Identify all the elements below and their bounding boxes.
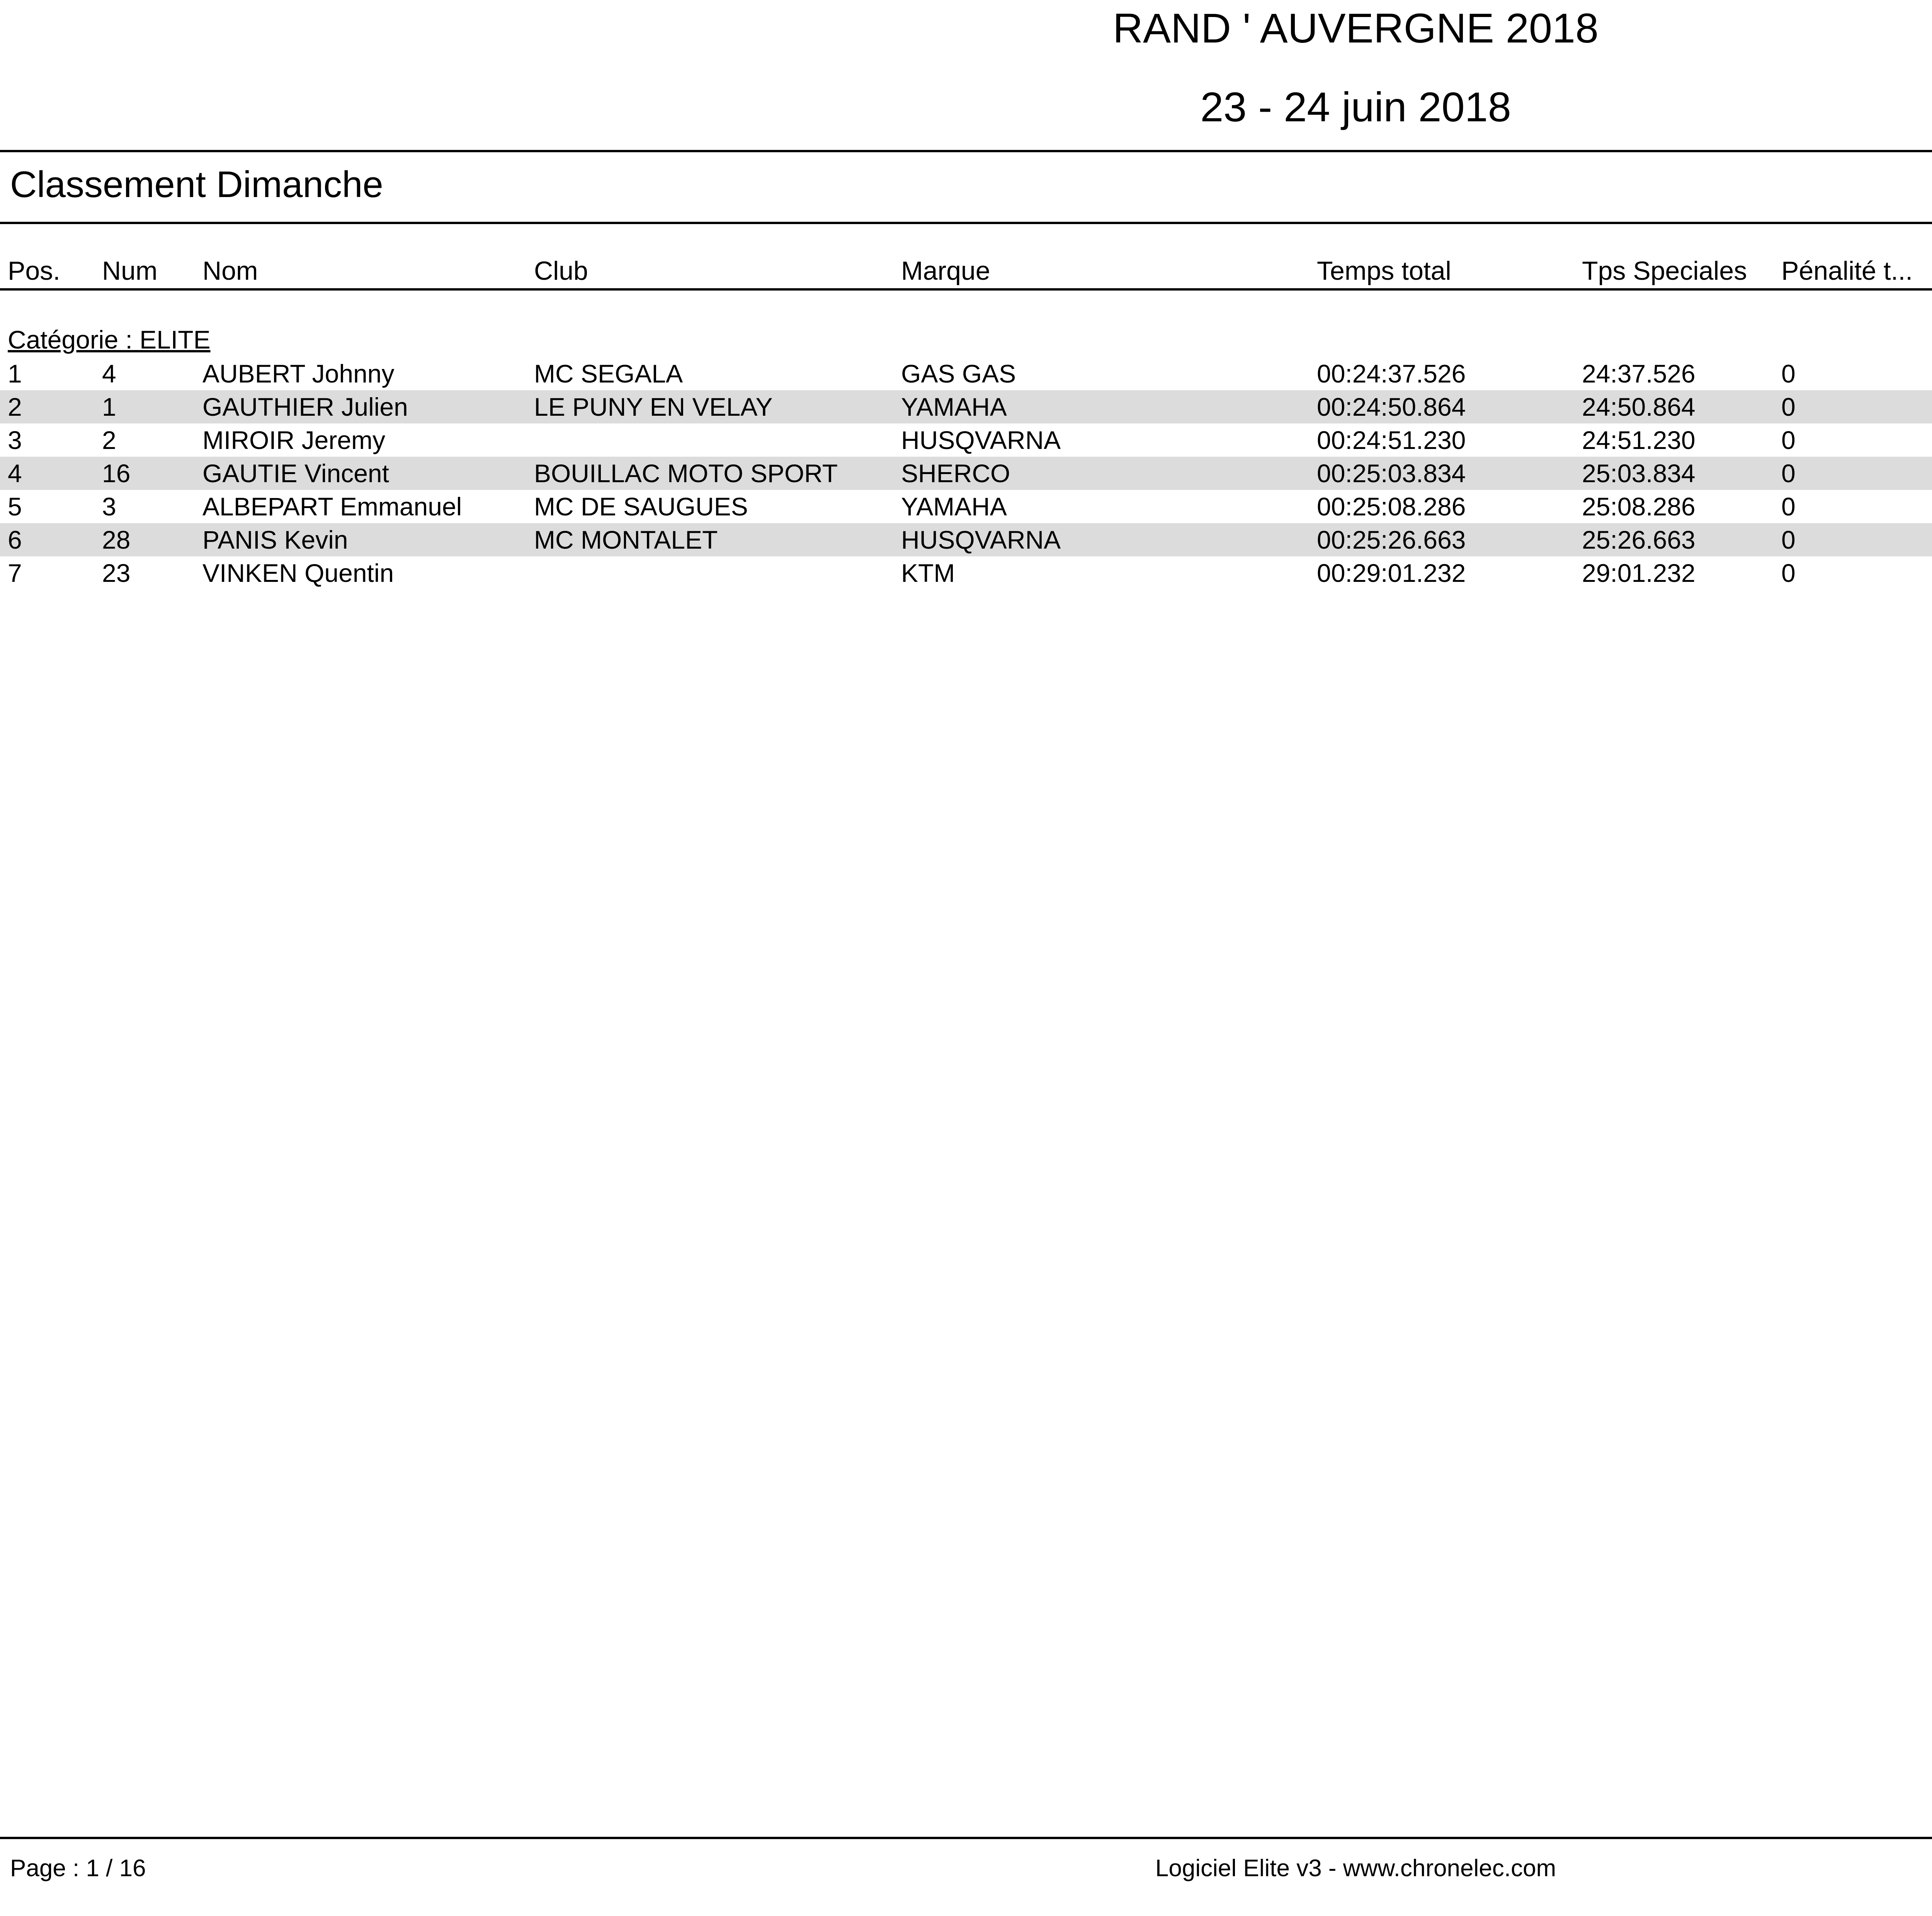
page-number: Page : 1 / 16 bbox=[10, 1855, 146, 1882]
cell-marque: HUSQVARNA bbox=[901, 525, 1061, 554]
cell-marque: YAMAHA bbox=[901, 492, 1007, 521]
cell-nom: VINKEN Quentin bbox=[202, 559, 394, 587]
cell-pos: 2 bbox=[8, 393, 22, 421]
results-table bbox=[0, 357, 1932, 589]
cell-pos: 5 bbox=[8, 492, 22, 521]
cell-tps-speciales: 25:03.834 bbox=[1582, 459, 1696, 488]
cell-temps-total: 00:25:08.286 bbox=[1317, 492, 1466, 521]
column-header-temps: Temps total bbox=[1317, 256, 1451, 286]
cell-tps-speciales: 25:26.663 bbox=[1582, 525, 1696, 554]
cell-marque: SHERCO bbox=[901, 459, 1010, 488]
column-header-num: Num bbox=[102, 256, 158, 286]
cell-num: 16 bbox=[102, 459, 131, 488]
column-header-club: Club bbox=[534, 256, 588, 286]
cell-nom: GAUTHIER Julien bbox=[202, 393, 408, 421]
divider-header bbox=[0, 288, 1932, 291]
cell-tps-speciales: 25:08.286 bbox=[1582, 492, 1696, 521]
table-header bbox=[0, 254, 1932, 287]
table-row bbox=[0, 457, 1932, 490]
column-header-penalite: Pénalité t... bbox=[1781, 256, 1913, 286]
column-header-marque: Marque bbox=[901, 256, 990, 286]
table-row bbox=[0, 490, 1932, 523]
cell-marque: GAS GAS bbox=[901, 359, 1016, 388]
cell-penalite: 0 bbox=[1781, 393, 1796, 421]
cell-temps-total: 00:24:37.526 bbox=[1317, 359, 1466, 388]
cell-pos: 6 bbox=[8, 525, 22, 554]
table-row bbox=[0, 390, 1932, 423]
cell-tps-speciales: 29:01.232 bbox=[1582, 559, 1696, 587]
cell-penalite: 0 bbox=[1781, 359, 1796, 388]
report-title: RAND ' AUVERGNE 2018 bbox=[1112, 5, 1599, 51]
software-credit: Logiciel Elite v3 - www.chronelec.com bbox=[1155, 1855, 1556, 1882]
cell-penalite: 0 bbox=[1781, 559, 1796, 587]
cell-num: 1 bbox=[102, 393, 116, 421]
column-header-pos: Pos. bbox=[8, 256, 61, 286]
table-row bbox=[0, 523, 1932, 556]
cell-marque: KTM bbox=[901, 559, 955, 587]
cell-num: 4 bbox=[102, 359, 116, 388]
cell-pos: 4 bbox=[8, 459, 22, 488]
divider-top bbox=[0, 150, 1932, 152]
cell-pos: 1 bbox=[8, 359, 22, 388]
cell-temps-total: 00:25:26.663 bbox=[1317, 525, 1466, 554]
cell-temps-total: 00:25:03.834 bbox=[1317, 459, 1466, 488]
cell-nom: AUBERT Johnny bbox=[202, 359, 395, 388]
cell-marque: YAMAHA bbox=[901, 393, 1007, 421]
cell-pos: 3 bbox=[8, 426, 22, 454]
cell-tps-speciales: 24:50.864 bbox=[1582, 393, 1696, 421]
cell-club: MC DE SAUGUES bbox=[534, 492, 748, 521]
cell-marque: HUSQVARNA bbox=[901, 426, 1061, 454]
cell-penalite: 0 bbox=[1781, 525, 1796, 554]
cell-num: 23 bbox=[102, 559, 131, 587]
cell-tps-speciales: 24:51.230 bbox=[1582, 426, 1696, 454]
cell-temps-total: 00:29:01.232 bbox=[1317, 559, 1466, 587]
cell-nom: MIROIR Jeremy bbox=[202, 426, 386, 454]
cell-nom: ALBEPART Emmanuel bbox=[202, 492, 462, 521]
cell-tps-speciales: 24:37.526 bbox=[1582, 359, 1696, 388]
cell-club: MC MONTALET bbox=[534, 525, 718, 554]
cell-penalite: 0 bbox=[1781, 459, 1796, 488]
cell-penalite: 0 bbox=[1781, 492, 1796, 521]
table-row bbox=[0, 357, 1932, 390]
cell-nom: PANIS Kevin bbox=[202, 525, 348, 554]
category-label: Catégorie : ELITE bbox=[8, 325, 211, 354]
table-row bbox=[0, 423, 1932, 457]
cell-temps-total: 00:24:51.230 bbox=[1317, 426, 1466, 454]
divider-section bbox=[0, 222, 1932, 224]
cell-num: 28 bbox=[102, 525, 131, 554]
cell-club: BOUILLAC MOTO SPORT bbox=[534, 459, 838, 488]
cell-num: 2 bbox=[102, 426, 116, 454]
column-header-tps: Tps Speciales bbox=[1582, 256, 1747, 286]
cell-club: MC SEGALA bbox=[534, 359, 683, 388]
cell-club: LE PUNY EN VELAY bbox=[534, 393, 773, 421]
cell-nom: GAUTIE Vincent bbox=[202, 459, 389, 488]
cell-num: 3 bbox=[102, 492, 116, 521]
divider-footer bbox=[0, 1837, 1932, 1839]
cell-penalite: 0 bbox=[1781, 426, 1796, 454]
section-title: Classement Dimanche bbox=[10, 164, 383, 205]
report-date: 23 - 24 juin 2018 bbox=[1200, 83, 1511, 130]
column-header-nom: Nom bbox=[202, 256, 258, 286]
table-row bbox=[0, 556, 1932, 590]
cell-pos: 7 bbox=[8, 559, 22, 587]
cell-temps-total: 00:24:50.864 bbox=[1317, 393, 1466, 421]
